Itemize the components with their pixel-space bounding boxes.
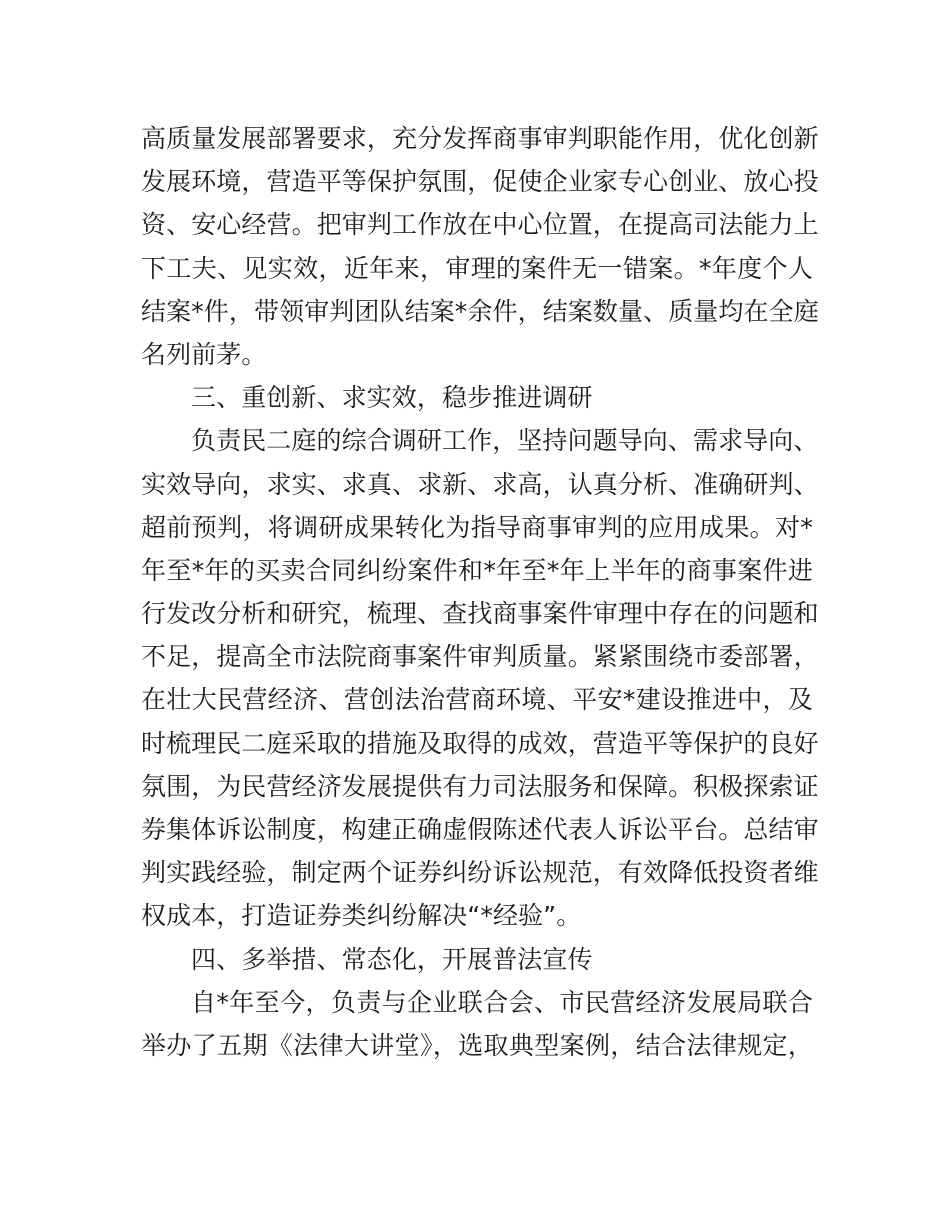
text-line: 不足，提高全市法院商事案件审判质量。紧紧围绕市委部署， [141, 642, 819, 672]
text-line: 负责民二庭的综合调研工作，坚持问题导向、需求导向、 [191, 426, 819, 456]
document-body [141, 117, 819, 1067]
text-line: 自*年至今，负责与企业联合会、市民营经济发展局联合 [191, 987, 813, 1017]
text-line: 年至*年的买卖合同纠纷案件和*年至*年上半年的商事案件进 [141, 555, 813, 585]
paragraph-3 [141, 981, 813, 1067]
text-line: 在壮大民营经济、营创法治营商环境、平安*建设推进中，及 [141, 685, 813, 715]
text-line: 举办了五期《法律大讲堂》，选取典型案例，结合法律规定， [141, 1030, 813, 1060]
text-line: 判实践经验，制定两个证券纠纷诉讼规范，有效降低投资者维 [141, 858, 819, 888]
text-line: 氛围，为民营经济发展提供有力司法服务和保障。积极探索证 [141, 771, 819, 801]
text-line: 名列前茅。 [141, 339, 267, 369]
text-line: 时梳理民二庭采取的措施及取得的成效，营造平等保护的良好 [141, 728, 819, 758]
paragraph-1 [141, 117, 819, 376]
text-line: 发展环境，营造平等保护氛围，促使企业家专心创业、放心投 [141, 167, 819, 197]
heading-text: 四、多举措、常态化，开展普法宣传 [191, 944, 593, 974]
paragraph-2 [141, 419, 819, 937]
text-line: 券集体诉讼制度，构建正确虚假陈述代表人诉讼平台。总结审 [141, 815, 819, 844]
text-line: 资、安心经营。把审判工作放在中心位置，在提高司法能力上 [141, 210, 819, 240]
text-line: 实效导向，求实、求真、求新、求高，认真分析、准确研判、 [141, 469, 819, 499]
text-line: 超前预判，将调研成果转化为指导商事审判的应用成果。对* [141, 512, 813, 542]
text-line: 行发改分析和研究，梳理、查找商事案件审理中存在的问题和 [141, 599, 819, 629]
text-line: 结案*件，带领审判团队结案*余件，结案数量、质量均在全庭 [141, 296, 819, 326]
heading-text: 三、重创新、求实效，稳步推进调研 [191, 383, 593, 413]
section-heading-4 [141, 938, 813, 981]
section-heading-3 [141, 376, 813, 419]
text-line: 高质量发展部署要求，充分发挥商事审判职能作用，优化创新 [141, 124, 819, 153]
text-line: 下工夫、见实效，近年来，审理的案件无一错案。*年度个人 [141, 253, 813, 283]
text-line: 权成本，打造证券类纠纷解决“*经验”。 [141, 901, 582, 931]
